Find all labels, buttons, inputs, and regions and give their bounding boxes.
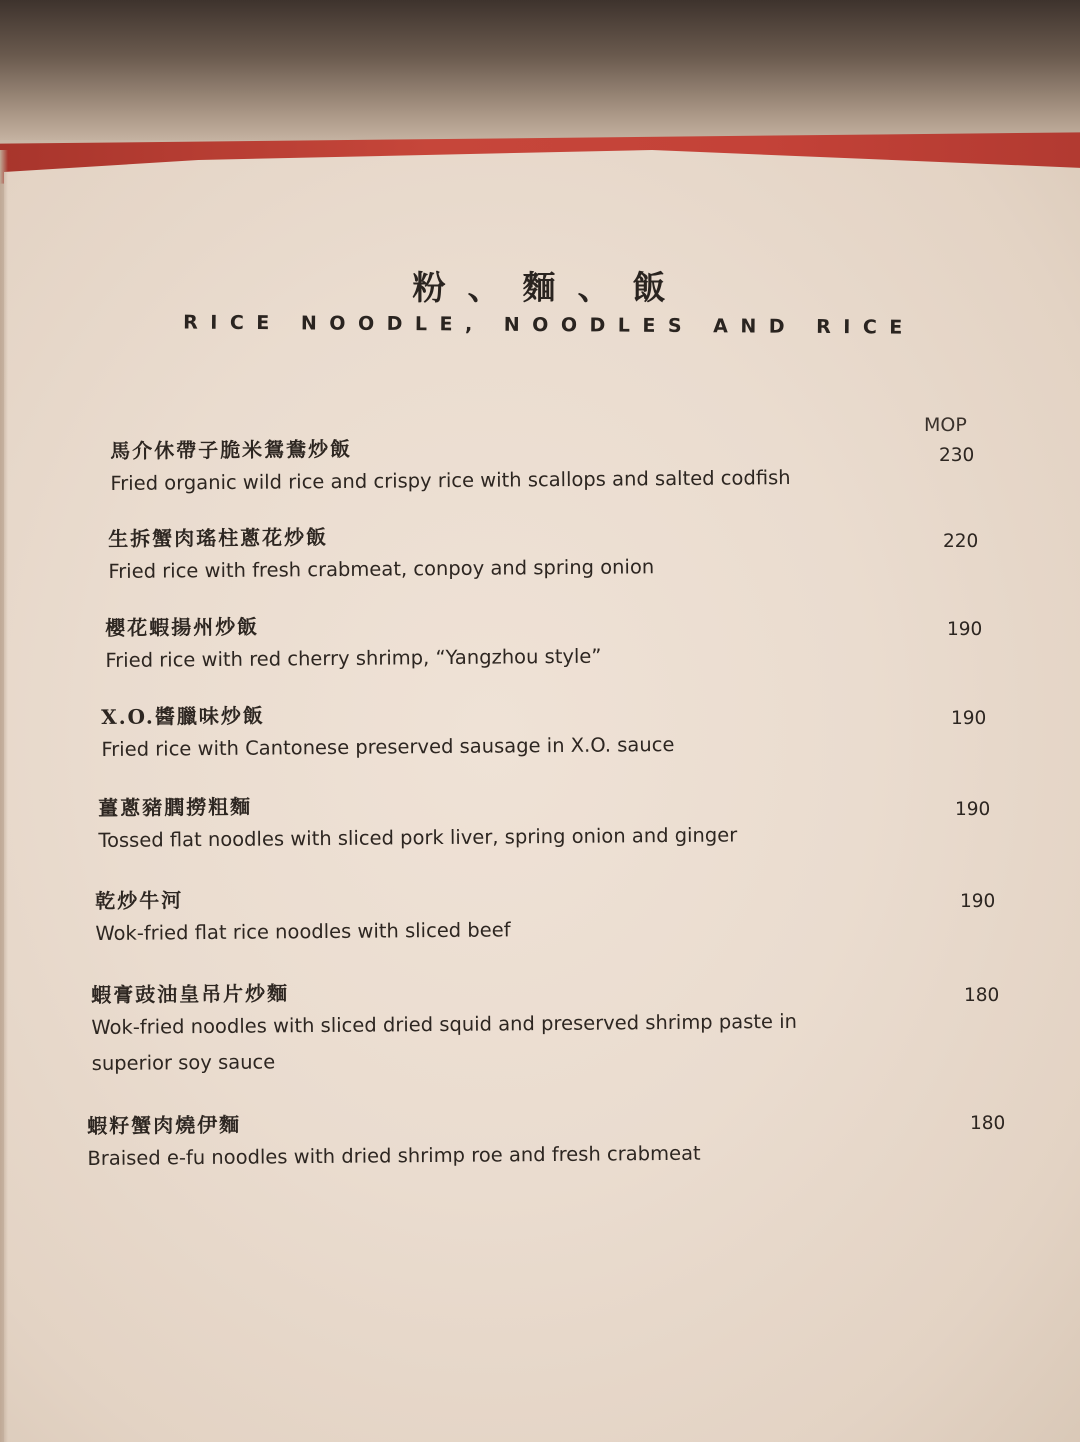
menu-item bbox=[110, 428, 1011, 502]
menu-item bbox=[101, 694, 1002, 768]
dish-name-english: Fried rice with red cherry shrimp, “Yangzhou style” bbox=[105, 644, 602, 672]
menu-section-title-chinese: 粉、麵、飯 bbox=[412, 268, 688, 307]
menu-item bbox=[95, 878, 996, 952]
currency-label: MOP bbox=[924, 414, 967, 436]
dish-name-chinese: 薑蔥豬膶撈粗麵 bbox=[98, 794, 253, 820]
dish-name-english: Fried rice with Cantonese preserved sausage in X.O. sauce bbox=[101, 732, 675, 761]
dish-name-english: Wok-fried flat rice noodles with sliced beef bbox=[95, 918, 511, 945]
menu-item bbox=[98, 785, 999, 859]
dish-name-english: Fried organic wild rice and crispy rice with scallops and salted codfish bbox=[110, 466, 791, 495]
dish-name-chinese: 櫻花蝦揚州炒飯 bbox=[105, 614, 260, 640]
menu-item bbox=[87, 1103, 988, 1177]
dish-price: 190 bbox=[955, 799, 991, 820]
dish-name-chinese: 馬介休帶子脆米鴛鴦炒飯 bbox=[110, 436, 353, 463]
dish-name-chinese: 蝦籽蟹肉燒伊麵 bbox=[87, 1112, 242, 1138]
dish-name-chinese: X.O.醬臘味炒飯 bbox=[101, 703, 265, 729]
menu-section-title-english: RICE NOODLE, NOODLES AND RICE bbox=[183, 311, 915, 339]
background-shadow bbox=[0, 0, 1080, 140]
menu-item bbox=[105, 605, 1006, 679]
menu-item bbox=[108, 516, 1009, 590]
dish-price: 180 bbox=[964, 985, 1000, 1006]
dish-price: 190 bbox=[960, 891, 996, 912]
dish-name-chinese: 生拆蟹肉瑤柱蔥花炒飯 bbox=[108, 525, 329, 551]
dish-name-english: Wok-fried noodles with sliced dried squid and preserved shrimp paste in superior soy sauce bbox=[91, 1009, 798, 1075]
dish-price: 220 bbox=[943, 531, 979, 552]
dish-name-english: Braised e-fu noodles with dried shrimp roe and fresh crabmeat bbox=[87, 1141, 701, 1170]
dish-name-chinese: 蝦膏豉油皇吊片炒麵 bbox=[91, 981, 290, 1007]
dish-price: 180 bbox=[970, 1113, 1006, 1134]
dish-price: 190 bbox=[951, 708, 987, 729]
dish-price: 190 bbox=[947, 619, 983, 640]
dish-name-english: Fried rice with fresh crabmeat, conpoy and spring onion bbox=[108, 555, 655, 583]
menu-item bbox=[91, 972, 992, 1082]
dish-name-chinese: 乾炒牛河 bbox=[95, 888, 184, 913]
page-edge-shadow bbox=[0, 150, 8, 1442]
dish-name-english: Tossed flat noodles with sliced pork liver, spring onion and ginger bbox=[98, 823, 738, 852]
dish-price: 230 bbox=[939, 445, 975, 466]
